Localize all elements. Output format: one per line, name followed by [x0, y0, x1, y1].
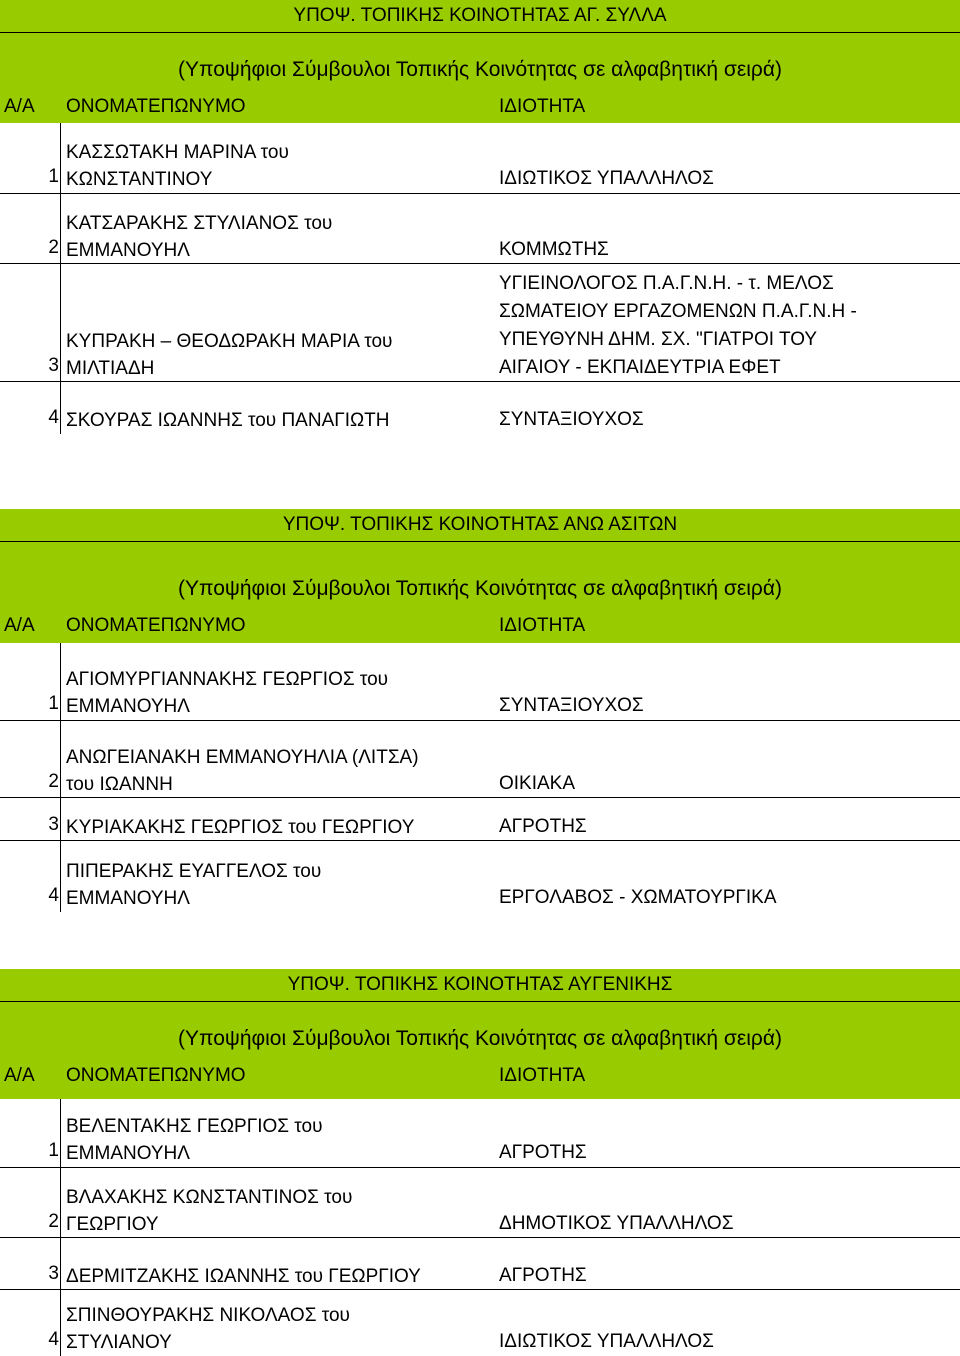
column-header-aa: Α/Α — [4, 96, 35, 117]
candidate-occupation-line: ΑΓΡΟΤΗΣ — [499, 1142, 587, 1163]
candidate-occupation — [499, 770, 954, 798]
column-header-aa: Α/Α — [4, 1065, 35, 1086]
candidate-name-line: ΕΜΜΑΝΟΥΗΛ — [66, 240, 190, 261]
candidate-name-line: ΓΕΩΡΓΙΟΥ — [66, 1214, 159, 1235]
candidate-occupation — [499, 270, 954, 382]
row-number: 2 — [48, 771, 59, 792]
candidate-occupation-line: ΙΔΙΩΤΙΚΟΣ ΥΠΑΛΛΗΛΟΣ — [499, 1331, 714, 1352]
row-number: 1 — [48, 166, 59, 187]
candidate-name-line: ΚΑΣΣΩΤΑΚΗ ΜΑΡΙΝΑ του — [66, 142, 289, 163]
section-title: ΥΠΟΨ. ΤΟΠΙΚΗΣ ΚΟΙΝΟΤΗΤΑΣ ΑΓ. ΣΥΛΛΑ — [293, 5, 667, 26]
candidate-occupation — [499, 1262, 954, 1290]
row-number: 4 — [48, 407, 59, 428]
column-divider — [60, 382, 61, 434]
candidate-name — [66, 1113, 486, 1167]
candidate-name — [66, 744, 486, 798]
candidate-name — [66, 666, 486, 720]
candidate-name — [66, 210, 486, 264]
row-number: 4 — [48, 885, 59, 906]
column-header-name: ΟΝΟΜΑΤΕΠΩΝΥΜΟ — [66, 96, 246, 117]
column-header-occupation: ΙΔΙΟΤΗΤΑ — [499, 96, 586, 117]
table-row — [0, 1237, 960, 1290]
column-divider — [60, 264, 61, 382]
section-subtitle: (Υποψήφιοι Σύμβουλοι Τοπικής Κοινότητας σε αλφαβητική σειρά) — [178, 58, 782, 81]
candidate-name — [66, 139, 486, 193]
row-number: 3 — [48, 814, 59, 835]
section-title: ΥΠΟΨ. ΤΟΠΙΚΗΣ ΚΟΙΝΟΤΗΤΑΣ ΑΝΩ ΑΣΙΤΩΝ — [282, 514, 678, 535]
candidate-name — [66, 814, 486, 841]
candidate-occupation — [499, 236, 954, 264]
candidate-occupation — [499, 813, 954, 841]
candidate-name — [66, 407, 486, 434]
column-divider — [60, 194, 61, 264]
candidate-section — [0, 969, 960, 1353]
candidate-name-line: ΣΠΙΝΘΟΥΡΑΚΗΣ ΝΙΚΟΛΑΟΣ του — [66, 1305, 350, 1326]
candidate-occupation — [499, 1210, 954, 1238]
candidate-occupation — [499, 1139, 954, 1167]
candidate-occupation-line: ΚΟΜΜΩΤΗΣ — [499, 239, 609, 260]
candidate-name-line: ΔΕΡΜΙΤΖΑΚΗΣ ΙΩΑΝΝΗΣ του ΓΕΩΡΓΙΟΥ — [66, 1266, 421, 1287]
row-number: 3 — [48, 1263, 59, 1284]
candidate-name-line: ΜΙΛΤΙΑΔΗ — [66, 358, 155, 379]
candidate-name-line: ΚΥΠΡΑΚΗ – ΘΕΟΔΩΡΑΚΗ ΜΑΡΙΑ του — [66, 331, 393, 352]
candidate-name-line: ΑΝΩΓΕΙΑΝΑΚΗ ΕΜΜΑΝΟΥΗΛΙΑ (ΛΙΤΣΑ) — [66, 747, 419, 768]
section-title: ΥΠΟΨ. ΤΟΠΙΚΗΣ ΚΟΙΝΟΤΗΤΑΣ ΑΥΓΕΝΙΚΗΣ — [287, 974, 673, 995]
row-number: 1 — [48, 1140, 59, 1161]
candidate-occupation-line: ΔΗΜΟΤΙΚΟΣ ΥΠΑΛΛΗΛΟΣ — [499, 1213, 734, 1234]
column-divider — [60, 1099, 61, 1167]
candidate-name-line: ΚΑΤΣΑΡΑΚΗΣ ΣΤΥΛΙΑΝΟΣ του — [66, 213, 333, 234]
candidate-section — [0, 509, 960, 909]
candidate-name-line: ΣΚΟΥΡΑΣ ΙΩΑΝΝΗΣ του ΠΑΝΑΓΙΩΤΗ — [66, 410, 390, 431]
candidate-name — [66, 1302, 486, 1356]
candidate-occupation-line: ΣΥΝΤΑΞΙΟΥΧΟΣ — [499, 695, 644, 716]
candidate-name-line: ΒΕΛΕΝΤΑΚΗΣ ΓΕΩΡΓΙΟΣ του — [66, 1116, 323, 1137]
column-divider — [60, 1238, 61, 1290]
candidate-name — [66, 1184, 486, 1238]
table-row — [0, 840, 960, 912]
candidate-name — [66, 328, 486, 382]
candidate-name-line: ΒΛΑΧΑΚΗΣ ΚΩΝΣΤΑΝΤΙΝΟΣ του — [66, 1187, 353, 1208]
section-subtitle: (Υποψήφιοι Σύμβουλοι Τοπικής Κοινότητας σε αλφαβητική σειρά) — [178, 577, 782, 600]
table-row — [0, 263, 960, 382]
candidate-name-line: ΚΥΡΙΑΚΑΚΗΣ ΓΕΩΡΓΙΟΣ του ΓΕΩΡΓΙΟΥ — [66, 817, 415, 838]
table-row — [0, 381, 960, 434]
section-header-band — [0, 969, 960, 1099]
column-divider — [60, 1290, 61, 1356]
column-divider — [60, 798, 61, 841]
table-row — [0, 123, 960, 193]
candidate-name — [66, 1263, 486, 1290]
candidate-name-line: ΕΜΜΑΝΟΥΗΛ — [66, 696, 190, 717]
section-subtitle: (Υποψήφιοι Σύμβουλοι Τοπικής Κοινότητας σε αλφαβητική σειρά) — [178, 1027, 782, 1050]
section-header-band — [0, 0, 960, 123]
candidate-occupation-line: ΙΔΙΩΤΙΚΟΣ ΥΠΑΛΛΗΛΟΣ — [499, 168, 714, 189]
table-row — [0, 1167, 960, 1238]
column-divider — [60, 123, 61, 193]
table-row — [0, 1289, 960, 1356]
candidate-occupation-line: ΣΩΜΑΤΕΙΟΥ ΕΡΓΑΖΟΜΕΝΩΝ Π.Α.Γ.Ν.Η - — [499, 301, 857, 322]
table-row — [0, 643, 960, 720]
candidate-occupation — [499, 165, 954, 193]
candidate-name-line: ΚΩΝΣΤΑΝΤΙΝΟΥ — [66, 169, 213, 190]
column-header-aa: Α/Α — [4, 615, 35, 636]
table-row — [0, 1099, 960, 1167]
candidate-name-line: ΠΙΠΕΡΑΚΗΣ ΕΥΑΓΓΕΛΟΣ του — [66, 861, 322, 882]
column-header-name: ΟΝΟΜΑΤΕΠΩΝΥΜΟ — [66, 615, 246, 636]
column-header-name: ΟΝΟΜΑΤΕΠΩΝΥΜΟ — [66, 1065, 246, 1086]
column-divider — [60, 643, 61, 720]
candidate-occupation-line: ΟΙΚΙΑΚΑ — [499, 773, 576, 794]
row-number: 4 — [48, 1329, 59, 1350]
column-header-occupation: ΙΔΙΟΤΗΤΑ — [499, 615, 586, 636]
title-divider — [0, 32, 960, 33]
candidate-name-line: ΕΜΜΑΝΟΥΗΛ — [66, 888, 190, 909]
section-header-band — [0, 509, 960, 643]
candidate-name-line: ΕΜΜΑΝΟΥΗΛ — [66, 1143, 190, 1164]
candidate-occupation-line: ΑΓΡΟΤΗΣ — [499, 816, 587, 837]
candidate-occupation-line: ΥΠΕΥΘΥΝΗ ΔΗΜ. ΣΧ. "ΓΙΑΤΡΟΙ ΤΟΥ — [499, 329, 818, 350]
candidate-occupation — [499, 884, 954, 912]
table-row — [0, 720, 960, 798]
candidate-occupation — [499, 406, 954, 434]
candidate-occupation — [499, 692, 954, 720]
candidate-name — [66, 858, 486, 912]
candidate-occupation-line: ΕΡΓΟΛΑΒΟΣ - ΧΩΜΑΤΟΥΡΓΙΚΑ — [499, 887, 777, 908]
candidate-occupation-line: ΣΥΝΤΑΞΙΟΥΧΟΣ — [499, 409, 644, 430]
candidate-name-line: του ΙΩΑΝΝΗ — [66, 774, 173, 795]
column-header-occupation: ΙΔΙΟΤΗΤΑ — [499, 1065, 586, 1086]
column-divider — [60, 721, 61, 798]
title-divider — [0, 541, 960, 542]
table-row — [0, 193, 960, 264]
row-number: 1 — [48, 693, 59, 714]
candidate-occupation-line: ΑΓΡΟΤΗΣ — [499, 1265, 587, 1286]
row-number: 2 — [48, 1211, 59, 1232]
column-divider — [60, 841, 61, 912]
column-divider — [60, 1168, 61, 1238]
candidate-name-line: ΑΓΙΟΜΥΡΓΙΑΝΝΑΚΗΣ ΓΕΩΡΓΙΟΣ του — [66, 669, 389, 690]
candidate-occupation-line: ΑΙΓΑΙΟΥ - ΕΚΠΑΙΔΕΥΤΡΙΑ ΕΦΕΤ — [499, 357, 781, 378]
title-divider — [0, 1001, 960, 1002]
candidate-occupation-line: ΥΓΙΕΙΝΟΛΟΓΟΣ Π.Α.Γ.Ν.Η. - τ. ΜΕΛΟΣ — [499, 273, 834, 294]
table-row — [0, 797, 960, 841]
candidate-name-line: ΣΤΥΛΙΑΝΟΥ — [66, 1332, 172, 1353]
row-number: 2 — [48, 237, 59, 258]
candidate-occupation — [499, 1328, 954, 1356]
candidate-section — [0, 0, 960, 431]
row-number: 3 — [48, 355, 59, 376]
